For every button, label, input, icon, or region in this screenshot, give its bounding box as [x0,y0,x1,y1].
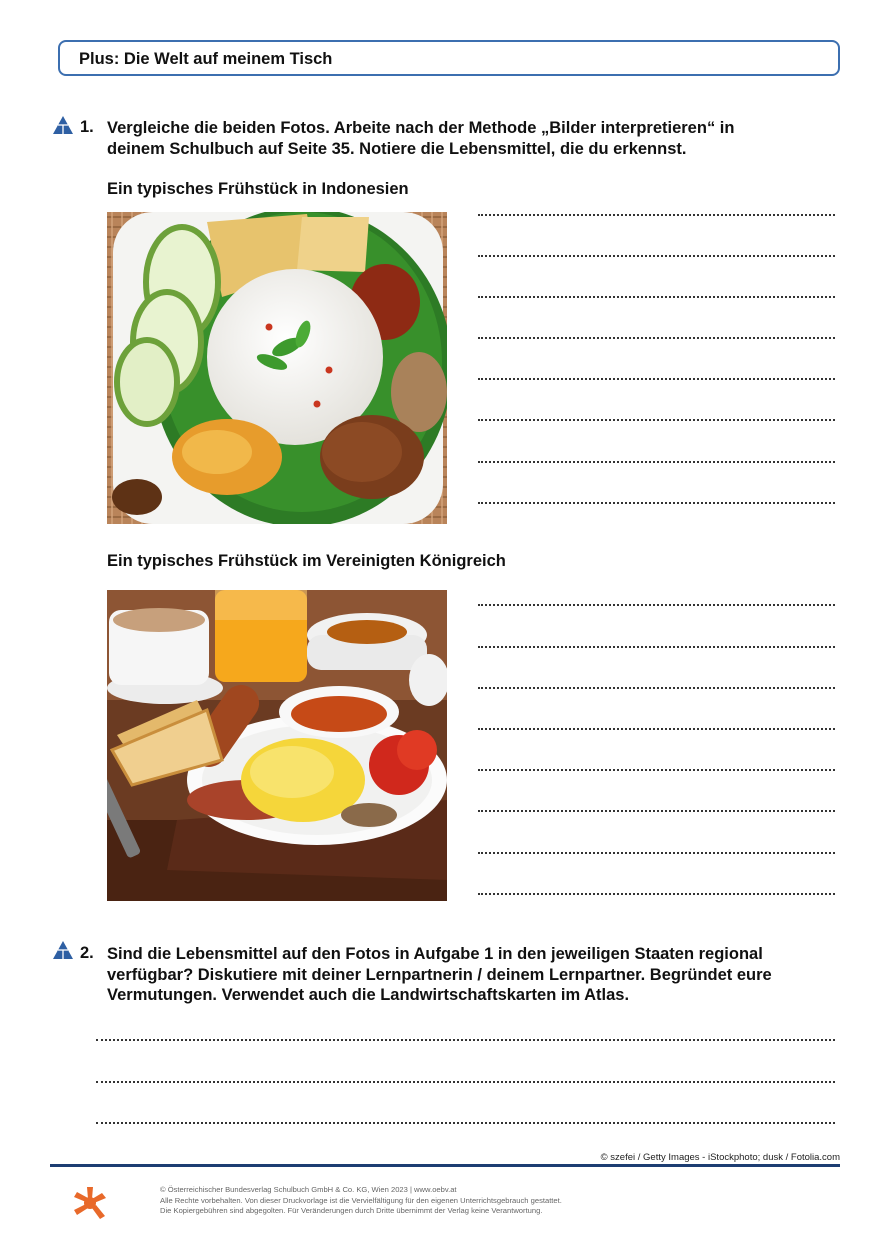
answer-line[interactable] [478,419,835,421]
task-1-text [107,118,734,159]
answer-line[interactable] [96,1081,835,1083]
answer-line[interactable] [478,296,835,298]
answer-line[interactable] [478,604,835,606]
task-2-line: Vermutungen. Verwendet auch die Landwirtschaftskarten im Atlas. [107,986,630,1004]
answer-line[interactable] [478,810,835,812]
difficulty-triangle-icon [53,116,73,134]
answer-line[interactable] [478,728,835,730]
task-2-line: Sind die Lebensmittel auf den Fotos in Aufgabe 1 in den jeweiligen Staaten regional [107,945,763,963]
photo-1-caption: Ein typisches Frühstück in Indonesien [107,180,409,198]
answer-line[interactable] [478,378,835,380]
answer-line[interactable] [478,337,835,339]
answer-line[interactable] [478,769,835,771]
answer-line[interactable] [478,502,835,504]
footer-rule [50,1164,840,1167]
legal-line: Die Kopiergebühren sind abgegolten. Für Veränderungen durch Dritte übernimmt der Verlag keine Verantwortung. [160,1206,543,1215]
task-2-number: 2. [80,944,94,962]
answer-line[interactable] [96,1039,835,1041]
answer-line[interactable] [478,461,835,463]
worksheet-title: Plus: Die Welt auf meinem Tisch [79,50,333,68]
answer-line[interactable] [478,893,835,895]
task-1-line: deinem Schulbuch auf Seite 35. Notiere die Lebensmittel, die du erkennst. [107,139,687,158]
photo-2-caption: Ein typisches Frühstück im Vereinigten Königreich [107,552,506,570]
answer-line[interactable] [478,255,835,257]
task-2-text [107,944,772,1006]
legal-line: Alle Rechte vorbehalten. Von dieser Druckvorlage ist die Vervielfältigung für den eigenen Unterrichtsgebrauch gestattet. [160,1195,562,1205]
answer-line[interactable] [478,646,835,648]
difficulty-triangle-icon [53,941,73,959]
photo-english-breakfast [107,590,447,901]
task-1-line: Vergleiche die beiden Fotos. Arbeite nach der Methode „Bilder interpretieren“ in [107,119,735,137]
task-2-line: verfügbar? Diskutiere mit deiner Lernpartnerin / deinem Lernpartner. Begründet eure [107,965,772,984]
legal-line: © Österreichischer Bundesverlag Schulbuch GmbH & Co. KG, Wien 2023 | www.oebv.at [160,1185,457,1194]
answer-line[interactable] [478,852,835,854]
answer-line[interactable] [96,1122,835,1124]
legal-notice [160,1185,562,1217]
answer-line[interactable] [478,687,835,689]
task-1-number: 1. [80,118,94,136]
publisher-logo-icon [72,1185,108,1221]
worksheet-title-box [58,40,840,76]
image-credit: © szefei / Getty Images - iStockphoto; dusk / Fotolia.com [600,1152,840,1163]
answer-line[interactable] [478,214,835,216]
photo-indonesian-breakfast [107,212,447,524]
